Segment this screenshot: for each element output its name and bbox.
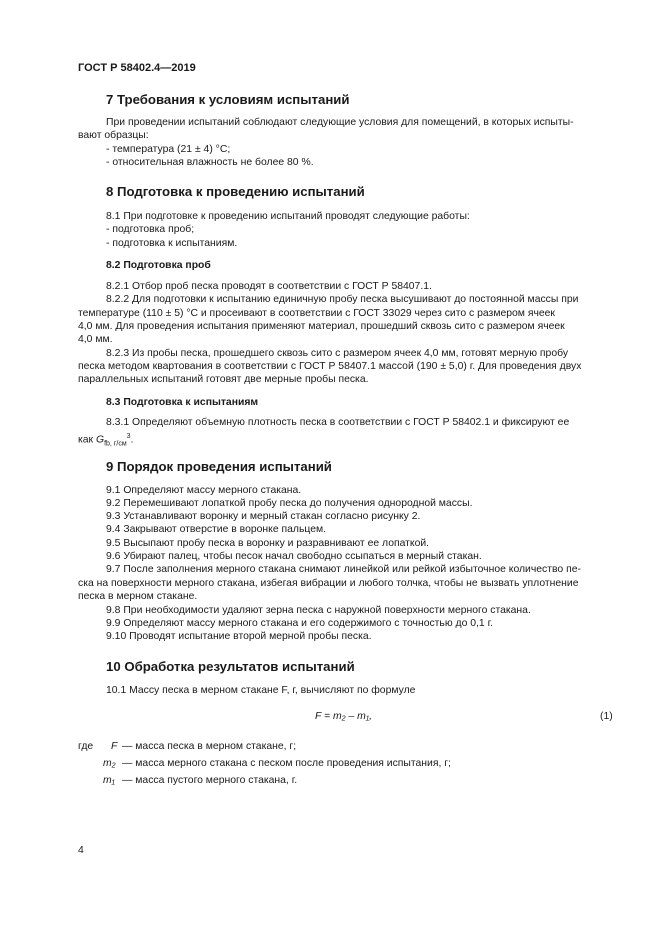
s8-paragraph-8-3-1-line1: 8.3.1 Определяют объемную плотность песка в соответствии с ГОСТ Р 58402.1 и фиксируют ее: [106, 417, 570, 428]
s7-list-item-1: - температура (21 ± 4) °С;: [106, 144, 231, 155]
where-label: где: [78, 741, 94, 752]
s9-line-9-5: 9.5 Высыпают пробу песка в воронку и разравнивают ее лопаткой.: [106, 538, 430, 549]
s8-paragraph-8-2-2-line1: 8.2.2 Для подготовки к испытанию единичную пробу песка высушивают до постоянной массы при: [106, 294, 579, 305]
s10-paragraph-10-1: 10.1 Массу песка в мерном стакане F, г, вычисляют по формуле: [106, 685, 416, 696]
s9-line-9-4: 9.4 Закрывают отверстие в воронке пальцем.: [106, 524, 327, 535]
s7-paragraph-line2: вают образцы:: [78, 130, 149, 141]
section-8-title: 8 Подготовка к проведению испытаний: [106, 184, 365, 199]
where-symbol-m2: m₂: [103, 758, 116, 769]
s8-831-prefix: как: [78, 434, 94, 446]
s8-paragraph-8-2-1: 8.2.1 Отбор проб песка проводят в соответствии с ГОСТ Р 58407.1.: [106, 281, 432, 292]
s9-line-9-1: 9.1 Определяют массу мерного стакана.: [106, 485, 302, 496]
section-10-title: 10 Обработка результатов испытаний: [106, 659, 355, 674]
s9-line-9-2: 9.2 Перемешивают лопаткой пробу песка до получения однородной массы.: [106, 498, 473, 509]
s8-paragraph-8-2-2-line4: 4,0 мм.: [78, 334, 113, 345]
s8-list-item-2: - подготовка к испытаниям.: [106, 238, 238, 249]
s8-paragraph-8-2-3-line3: параллельных испытаний готовят две мерные пробы песка.: [78, 374, 369, 385]
where-symbol-m1: m₁: [103, 775, 115, 786]
s8-paragraph-8-2-3-line2: песка методом квартования в соответствии с ГОСТ Р 58407.1 массой (190 ± 5,0) г. Для проведения двух: [78, 361, 582, 372]
where-desc-m2: — масса мерного стакана с песком после проведения испытания, г;: [122, 758, 451, 769]
s8-831-superscript: 3: [126, 433, 131, 440]
s7-list-item-2: - относительная влажность не более 80 %.: [106, 157, 314, 168]
where-desc-m1: — масса пустого мерного стакана, г.: [122, 775, 298, 786]
s9-line-9-7-a: 9.7 После заполнения мерного стакана снимают линейкой или рейкой избыточное количество пе-: [106, 564, 581, 575]
s8-paragraph-8-2-3-line1: 8.2.3 Из пробы песка, прошедшего сквозь сито с размером ячеек 4,0 мм, готовят мерную пробу: [106, 348, 569, 359]
s9-line-9-7-b: ска на поверхности мерного стакана, избегая вибрации и любого толчка, чтобы не вызвать уплотнение: [78, 578, 579, 589]
s9-line-9-3: 9.3 Устанавливают воронку и мерный стакан согласно рисунку 2.: [106, 511, 421, 522]
page-number: 4: [78, 845, 84, 856]
s9-line-9-8: 9.8 При необходимости удаляют зерна песка с наружной поверхности мерного стакана.: [106, 605, 531, 616]
subsection-8-2-title: 8.2 Подготовка проб: [106, 260, 211, 271]
section-7-title: 7 Требования к условиям испытаний: [106, 92, 350, 107]
subsection-8-3-title: 8.3 Подготовка к испытаниям: [106, 397, 259, 408]
s8-list-item-1: - подготовка проб;: [106, 224, 195, 235]
s9-line-9-7-c: песка в мерном стакане.: [78, 591, 198, 602]
s7-paragraph-line1: При проведении испытаний соблюдают следующие условия для помещений, в которых испыты-: [106, 117, 574, 128]
s8-paragraph-8-2-2-line3: 4,0 мм. Для проведения испытания применяют материал, прошедший сквозь сито с размером ячеек: [78, 321, 565, 332]
s8-paragraph-8-3-1-line2: [78, 430, 616, 451]
document-header: ГОСТ Р 58402.4—2019: [78, 62, 196, 74]
where-desc-F: — масса песка в мерном стакане, г;: [122, 741, 297, 752]
s8-831-symbol: G: [96, 434, 105, 446]
s8-paragraph-8-1: 8.1 При подготовке к проведению испытаний проводят следующие работы:: [106, 211, 470, 222]
s8-831-subscript: fb, г/см: [104, 440, 127, 448]
s9-line-9-6: 9.6 Убирают палец, чтобы песок начал свободно ссыпаться в мерный стакан.: [106, 551, 482, 562]
section-9-title: 9 Порядок проведения испытаний: [106, 459, 332, 474]
s8-paragraph-8-2-2-line2: температуре (110 ± 5) °С и просеивают в соответствии с ГОСТ 33029 через сито с размером ячеек: [78, 308, 555, 319]
where-symbol-F: F: [111, 741, 118, 752]
formula: F = m₂ – m₁,: [315, 711, 372, 722]
formula-number: (1): [600, 711, 613, 722]
s9-line-9-10: 9.10 Проводят испытание второй мерной пробы песка.: [106, 631, 372, 642]
s8-831-end: .: [130, 434, 134, 446]
s9-line-9-9: 9.9 Определяют массу мерного стакана и его содержимого с точностью до 0,1 г.: [106, 618, 493, 629]
